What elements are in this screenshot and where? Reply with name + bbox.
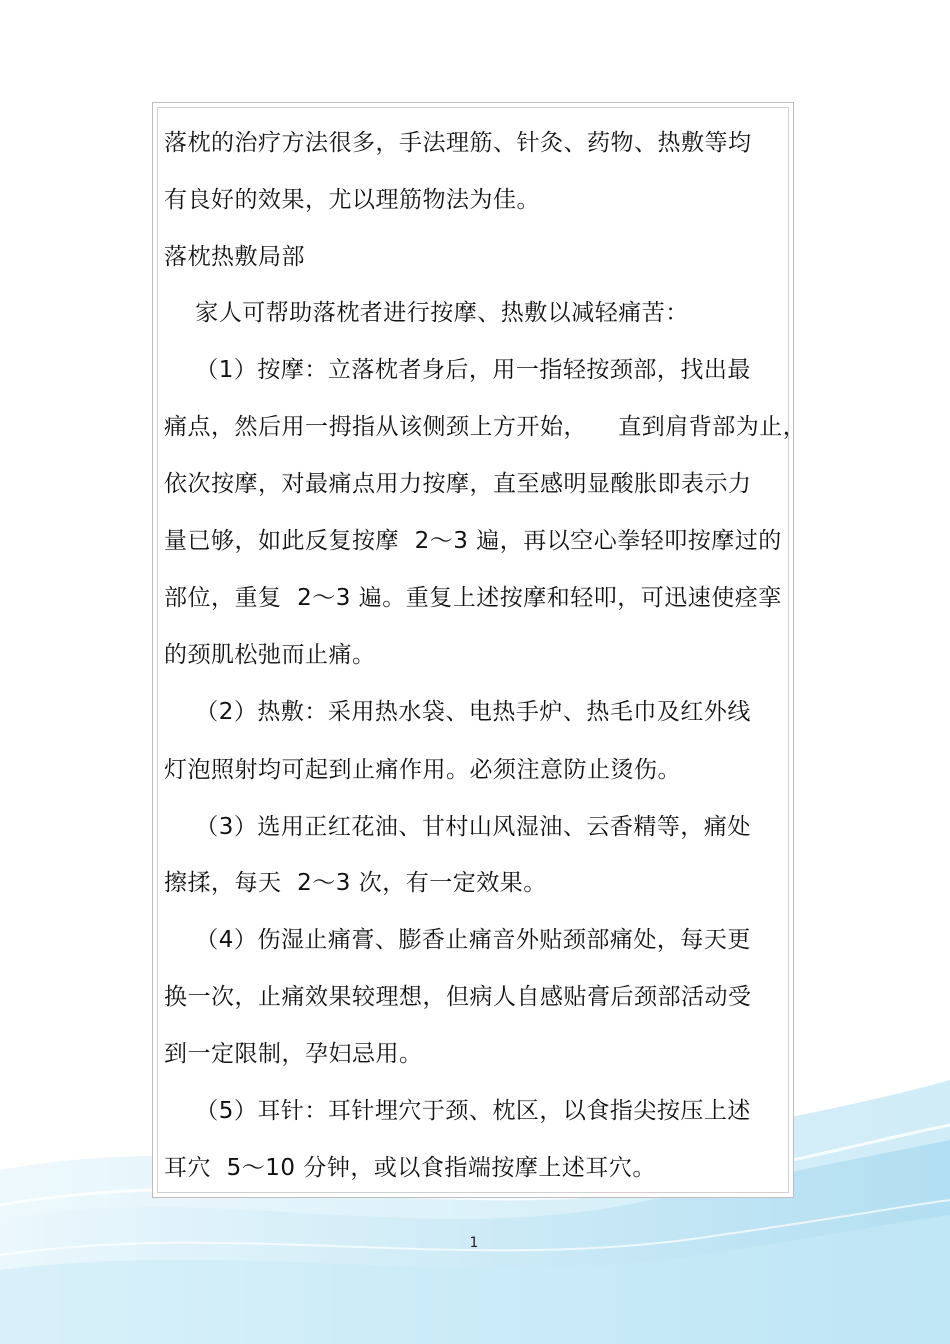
text-line: 量已够，如此反复按摩 2～3 遍，再以空心拳轻叩按摩过的 — [164, 528, 782, 554]
text-line: 痛点，然后用一拇指从该侧颈上方开始， 直到肩背部为止， — [164, 414, 807, 440]
text-line: 家人可帮助落枕者进行按摩、热敷以减轻痛苦： — [164, 300, 689, 326]
page-number: 1 — [469, 1235, 479, 1251]
text-line: 部位，重复 2～3 遍。重复上述按摩和轻叩，可迅速使痉挛 — [164, 585, 782, 611]
text-line: 的颈肌松弛而止痛。 — [164, 642, 376, 668]
text-line: 擦揉，每天 2～3 次，有一定效果。 — [164, 870, 547, 896]
text-line: （3）选用正红花油、甘村山风湿油、云香精等，痛处 — [164, 814, 751, 840]
section-heading: 落枕热敷局部 — [164, 244, 305, 270]
text-line: 灯泡照射均可起到止痛作用。必须注意防止烫伤。 — [164, 757, 681, 783]
text-line: 换一次，止痛效果较理想，但病人自感贴膏后颈部活动受 — [164, 984, 752, 1010]
text-line: （4）伤湿止痛膏、膨香止痛音外贴颈部痛处，每天更 — [164, 927, 751, 953]
text-line: 到一定限制，孕妇忌用。 — [164, 1041, 423, 1067]
text-line: （2）热敷：采用热水袋、电热手炉、热毛巾及红外线 — [164, 699, 751, 725]
text-line: （1）按摩：立落枕者身后，用一指轻按颈部，找出最 — [164, 357, 751, 383]
text-line: （5）耳针：耳针埋穴于颈、枕区，以食指尖按压上述 — [164, 1098, 751, 1124]
text-line: 落枕的治疗方法很多，手法理筋、针灸、药物、热敷等均 — [164, 130, 752, 156]
text-line: 耳穴 5～10 分钟，或以食指端按摩上述耳穴。 — [164, 1155, 656, 1181]
text-line: 有良好的效果，尤以理筋物法为佳。 — [164, 187, 540, 213]
text-line: 依次按摩，对最痛点用力按摩，直至感明显酸胀即表示力 — [164, 471, 752, 497]
